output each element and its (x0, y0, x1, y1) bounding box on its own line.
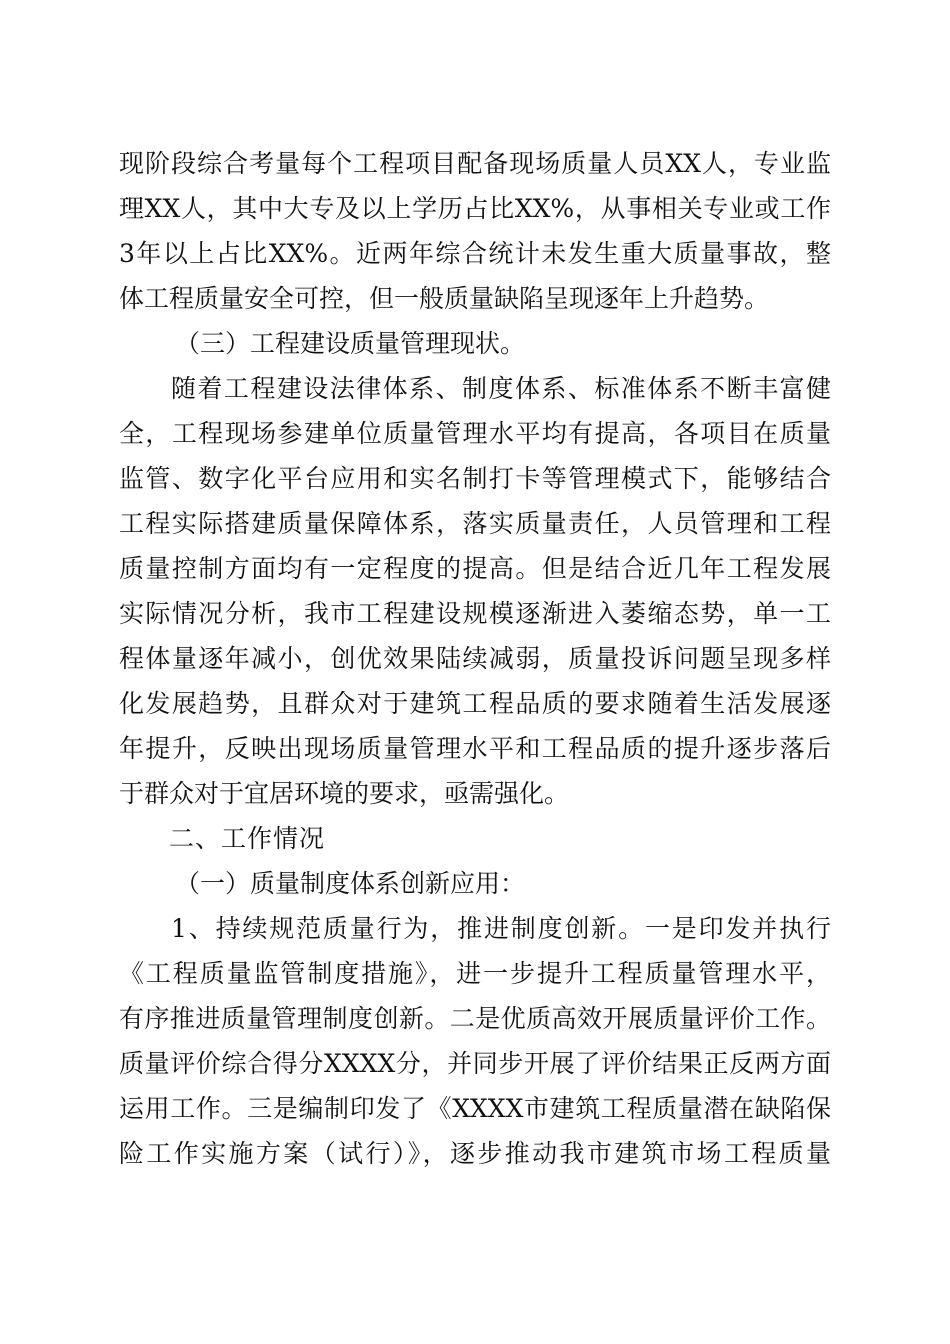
text-line: 《工程质量监管制度措施》，进一步提升工程质量管理水平， (119, 959, 831, 988)
text-line: 实际情况分析，我市工程建设规模逐渐进入萎缩态势，单一工 (119, 599, 831, 628)
text-line: 监管、数字化平台应用和实名制打卡等管理模式下，能够结合 (119, 464, 831, 493)
text-line: 理XX人，其中大专及以上学历占比XX%，从事相关专业或工作 (119, 194, 831, 223)
document-body (119, 141, 831, 1176)
text-line: 质量评价综合得分XXXX分，并同步开展了评价结果正反两方面 (119, 1049, 831, 1078)
subsection-heading-1: （一）质量制度体系创新应用： (175, 869, 526, 898)
text-line: 程体量逐年减小，创优效果陆续减弱，质量投诉问题呈现多样 (119, 644, 831, 673)
text-line: 体工程质量安全可控，但一般质量缺陷呈现逐年上升趋势。 (119, 284, 770, 313)
section-heading: 二、工作情况 (169, 824, 326, 853)
text-line: 随着工程建设法律体系、制度体系、标准体系不断丰富健 (171, 374, 831, 403)
text-line: 现阶段综合考量每个工程项目配备现场质量人员XX人，专业监 (119, 149, 831, 178)
text-line: 于群众对于宜居环境的要求，亟需强化。 (119, 779, 570, 808)
text-line: 质量控制方面均有一定程度的提高。但是结合近几年工程发展 (119, 554, 831, 583)
text-line: 全，工程现场参建单位质量管理水平均有提高，各项目在质量 (119, 419, 831, 448)
text-line: 险工作实施方案（试行）》，逐步推动我市建筑市场工程质量 (119, 1139, 831, 1168)
text-line: 化发展趋势，且群众对于建筑工程品质的要求随着生活发展逐 (119, 689, 831, 718)
text-line: 运用工作。三是编制印发了《XXXX市建筑工程质量潜在缺陷保 (119, 1094, 831, 1123)
text-line: 3年以上占比XX%。近两年综合统计未发生重大质量事故，整 (119, 239, 831, 268)
text-line: 有序推进质量管理制度创新。二是优质高效开展质量评价工作。 (119, 1004, 831, 1033)
subsection-heading-3: （三）工程建设质量管理现状。 (175, 329, 526, 358)
text-line: 工程实际搭建质量保障体系，落实质量责任，人员管理和工程 (119, 509, 831, 538)
text-line: 年提升，反映出现场质量管理水平和工程品质的提升逐步落后 (119, 734, 831, 763)
text-line: 1、持续规范质量行为，推进制度创新。一是印发并执行 (171, 914, 831, 943)
